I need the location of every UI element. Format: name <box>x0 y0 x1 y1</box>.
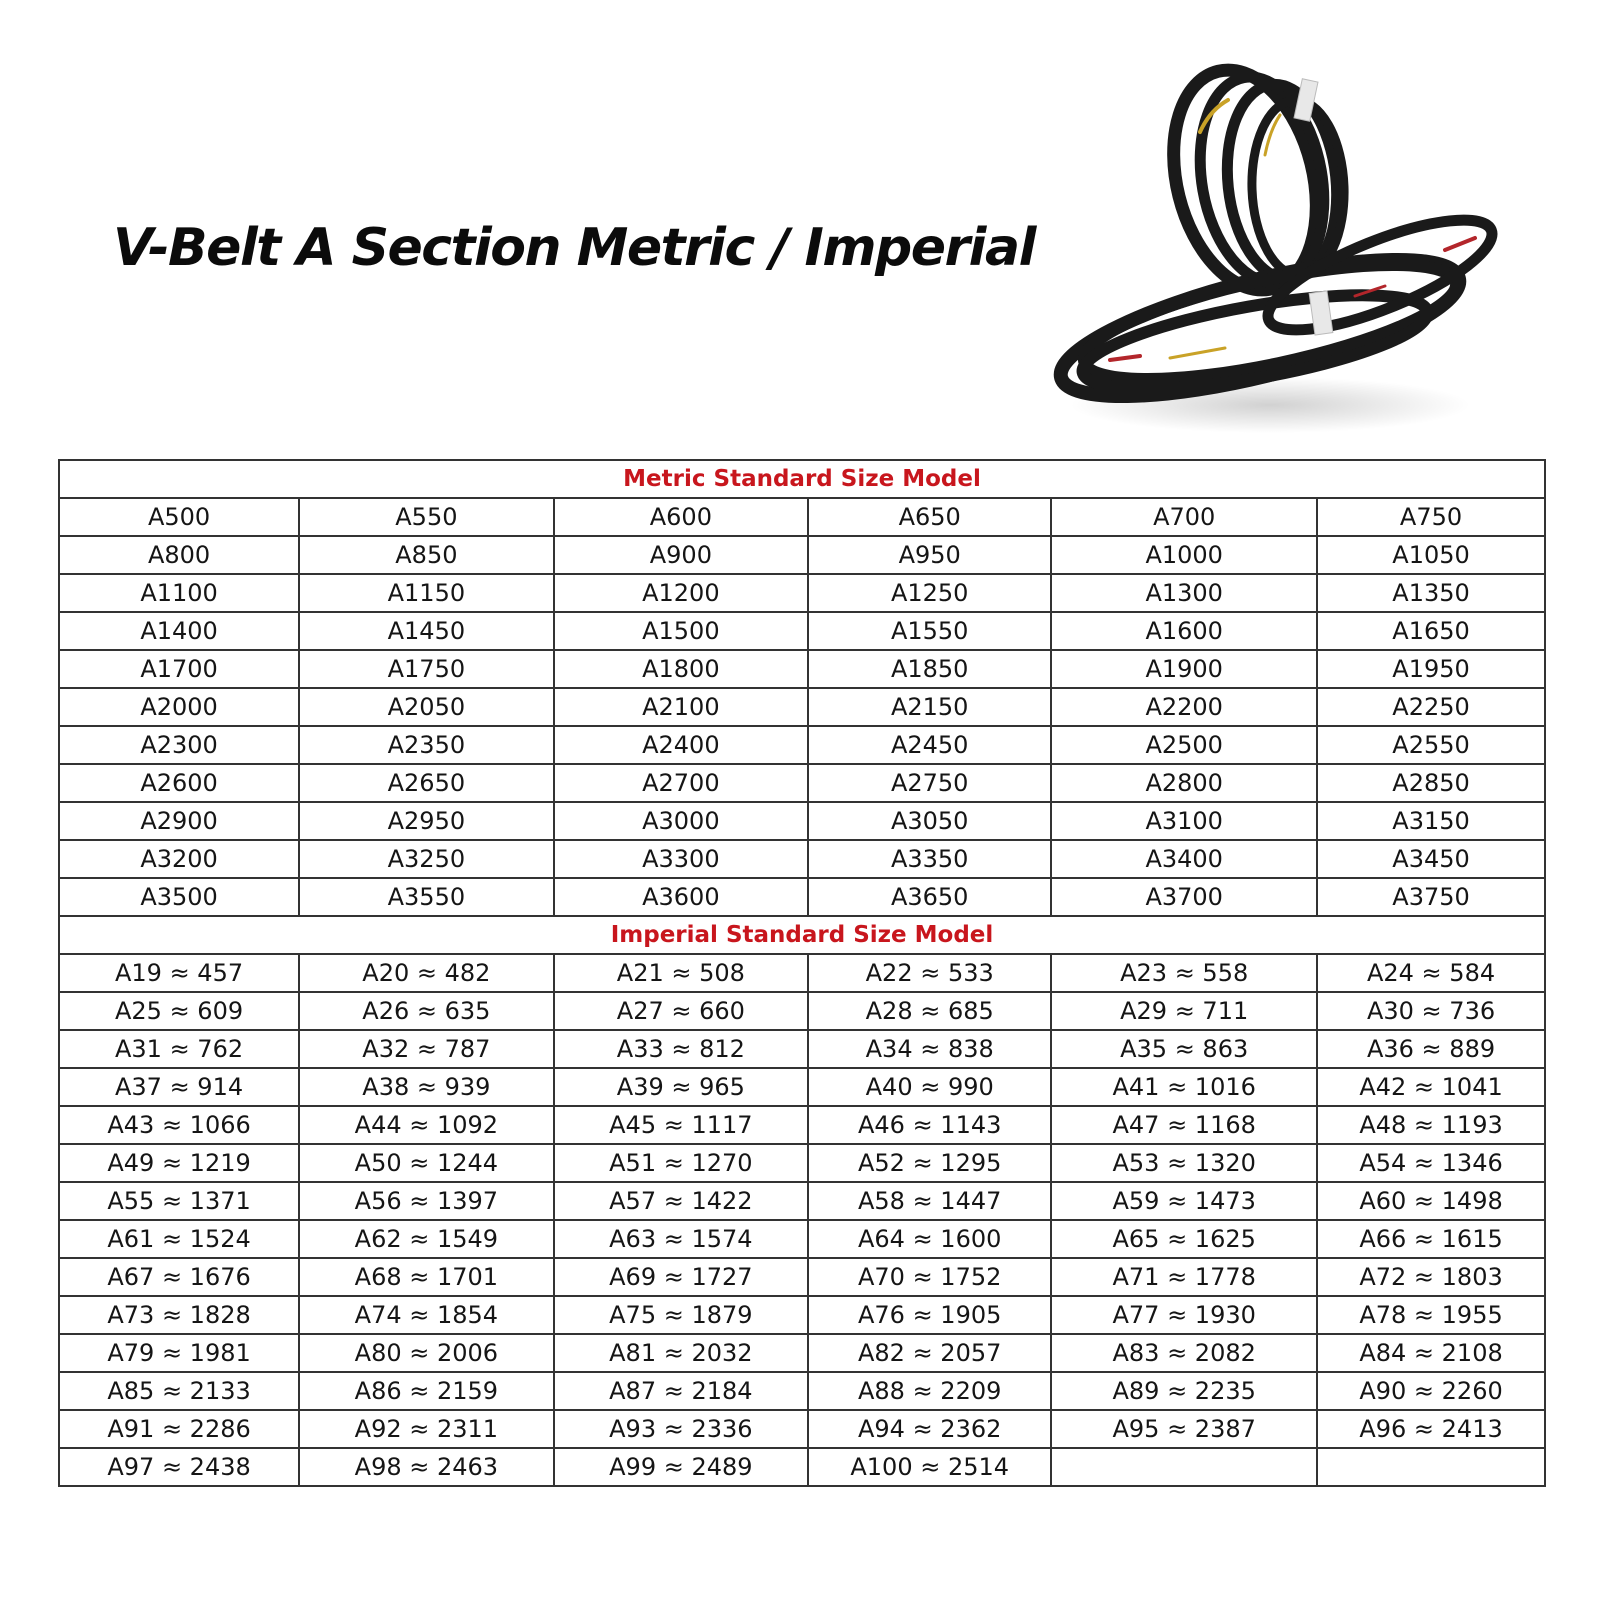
imperial-size-cell: A38 ≈ 939 <box>299 1068 553 1106</box>
metric-size-cell: A1750 <box>299 650 553 688</box>
metric-size-cell: A1450 <box>299 612 553 650</box>
imperial-size-cell: A36 ≈ 889 <box>1317 1030 1545 1068</box>
metric-size-cell: A550 <box>299 498 553 536</box>
imperial-size-cell <box>1051 1448 1317 1486</box>
metric-size-cell: A1600 <box>1051 612 1317 650</box>
imperial-size-cell: A59 ≈ 1473 <box>1051 1182 1317 1220</box>
metric-size-row <box>59 574 1545 612</box>
imperial-size-cell: A77 ≈ 1930 <box>1051 1296 1317 1334</box>
page-title: V-Belt A Section Metric / Imperial <box>113 218 1035 278</box>
metric-size-cell: A3750 <box>1317 878 1545 916</box>
imperial-heading-row <box>59 916 1545 954</box>
imperial-size-row <box>59 1258 1545 1296</box>
metric-size-cell: A1800 <box>554 650 808 688</box>
imperial-size-row <box>59 1448 1545 1486</box>
imperial-size-cell: A98 ≈ 2463 <box>299 1448 553 1486</box>
metric-size-cell: A2400 <box>554 726 808 764</box>
metric-size-cell: A700 <box>1051 498 1317 536</box>
imperial-size-cell: A31 ≈ 762 <box>59 1030 299 1068</box>
imperial-size-cell: A23 ≈ 558 <box>1051 954 1317 992</box>
imperial-size-cell: A52 ≈ 1295 <box>808 1144 1051 1182</box>
imperial-size-cell: A72 ≈ 1803 <box>1317 1258 1545 1296</box>
imperial-size-row <box>59 1220 1545 1258</box>
imperial-size-cell: A60 ≈ 1498 <box>1317 1182 1545 1220</box>
metric-size-cell: A2500 <box>1051 726 1317 764</box>
metric-size-cell: A2750 <box>808 764 1051 802</box>
metric-size-cell: A3400 <box>1051 840 1317 878</box>
metric-size-cell: A3450 <box>1317 840 1545 878</box>
imperial-size-cell: A30 ≈ 736 <box>1317 992 1545 1030</box>
metric-size-row <box>59 802 1545 840</box>
metric-size-row <box>59 764 1545 802</box>
imperial-size-cell: A42 ≈ 1041 <box>1317 1068 1545 1106</box>
imperial-size-row <box>59 1144 1545 1182</box>
imperial-size-cell: A88 ≈ 2209 <box>808 1372 1051 1410</box>
metric-size-cell: A3000 <box>554 802 808 840</box>
imperial-size-cell: A62 ≈ 1549 <box>299 1220 553 1258</box>
imperial-size-cell: A65 ≈ 1625 <box>1051 1220 1317 1258</box>
imperial-size-cell: A91 ≈ 2286 <box>59 1410 299 1448</box>
metric-size-cell: A3250 <box>299 840 553 878</box>
metric-size-cell: A2850 <box>1317 764 1545 802</box>
metric-size-cell: A1400 <box>59 612 299 650</box>
size-table <box>58 459 1546 1487</box>
metric-size-cell: A500 <box>59 498 299 536</box>
metric-size-cell: A2000 <box>59 688 299 726</box>
imperial-size-cell: A78 ≈ 1955 <box>1317 1296 1545 1334</box>
imperial-size-cell: A90 ≈ 2260 <box>1317 1372 1545 1410</box>
v-belt-bundle-icon <box>1050 60 1530 440</box>
metric-size-cell: A1550 <box>808 612 1051 650</box>
imperial-size-cell: A27 ≈ 660 <box>554 992 808 1030</box>
imperial-size-cell: A79 ≈ 1981 <box>59 1334 299 1372</box>
metric-size-cell: A1700 <box>59 650 299 688</box>
metric-size-cell: A3300 <box>554 840 808 878</box>
metric-heading: Metric Standard Size Model <box>59 460 1545 498</box>
metric-size-row <box>59 726 1545 764</box>
metric-size-cell: A3500 <box>59 878 299 916</box>
metric-size-cell: A650 <box>808 498 1051 536</box>
imperial-size-row <box>59 954 1545 992</box>
imperial-size-cell: A48 ≈ 1193 <box>1317 1106 1545 1144</box>
imperial-size-cell: A50 ≈ 1244 <box>299 1144 553 1182</box>
metric-size-cell: A600 <box>554 498 808 536</box>
size-table-body <box>59 460 1545 1486</box>
imperial-size-cell: A76 ≈ 1905 <box>808 1296 1051 1334</box>
metric-size-row <box>59 612 1545 650</box>
imperial-size-cell: A43 ≈ 1066 <box>59 1106 299 1144</box>
imperial-size-cell: A89 ≈ 2235 <box>1051 1372 1317 1410</box>
metric-size-row <box>59 688 1545 726</box>
metric-size-cell: A1950 <box>1317 650 1545 688</box>
metric-size-cell: A2550 <box>1317 726 1545 764</box>
metric-size-cell: A1850 <box>808 650 1051 688</box>
imperial-size-cell: A28 ≈ 685 <box>808 992 1051 1030</box>
imperial-size-cell: A82 ≈ 2057 <box>808 1334 1051 1372</box>
metric-size-cell: A2350 <box>299 726 553 764</box>
metric-size-cell: A1100 <box>59 574 299 612</box>
imperial-size-cell: A95 ≈ 2387 <box>1051 1410 1317 1448</box>
metric-size-row <box>59 878 1545 916</box>
imperial-size-cell: A87 ≈ 2184 <box>554 1372 808 1410</box>
metric-size-cell: A3050 <box>808 802 1051 840</box>
imperial-size-cell: A56 ≈ 1397 <box>299 1182 553 1220</box>
imperial-size-cell: A46 ≈ 1143 <box>808 1106 1051 1144</box>
imperial-size-cell: A93 ≈ 2336 <box>554 1410 808 1448</box>
metric-size-cell: A2450 <box>808 726 1051 764</box>
imperial-size-cell: A53 ≈ 1320 <box>1051 1144 1317 1182</box>
imperial-size-cell: A70 ≈ 1752 <box>808 1258 1051 1296</box>
imperial-size-cell: A54 ≈ 1346 <box>1317 1144 1545 1182</box>
imperial-size-cell: A100 ≈ 2514 <box>808 1448 1051 1486</box>
imperial-size-row <box>59 992 1545 1030</box>
imperial-size-cell: A35 ≈ 863 <box>1051 1030 1317 1068</box>
metric-size-cell: A750 <box>1317 498 1545 536</box>
imperial-size-cell: A19 ≈ 457 <box>59 954 299 992</box>
metric-size-row <box>59 650 1545 688</box>
imperial-size-cell: A25 ≈ 609 <box>59 992 299 1030</box>
metric-size-cell: A1650 <box>1317 612 1545 650</box>
imperial-size-cell: A92 ≈ 2311 <box>299 1410 553 1448</box>
imperial-size-cell: A63 ≈ 1574 <box>554 1220 808 1258</box>
metric-size-cell: A1500 <box>554 612 808 650</box>
metric-size-cell: A3100 <box>1051 802 1317 840</box>
metric-size-cell: A800 <box>59 536 299 574</box>
metric-size-cell: A3550 <box>299 878 553 916</box>
metric-size-cell: A1150 <box>299 574 553 612</box>
imperial-size-row <box>59 1068 1545 1106</box>
imperial-size-cell: A61 ≈ 1524 <box>59 1220 299 1258</box>
imperial-size-cell: A64 ≈ 1600 <box>808 1220 1051 1258</box>
imperial-size-cell: A24 ≈ 584 <box>1317 954 1545 992</box>
imperial-size-cell: A22 ≈ 533 <box>808 954 1051 992</box>
metric-size-cell: A3150 <box>1317 802 1545 840</box>
imperial-heading: Imperial Standard Size Model <box>59 916 1545 954</box>
imperial-size-cell: A71 ≈ 1778 <box>1051 1258 1317 1296</box>
imperial-size-cell: A80 ≈ 2006 <box>299 1334 553 1372</box>
imperial-size-cell: A49 ≈ 1219 <box>59 1144 299 1182</box>
imperial-size-cell: A41 ≈ 1016 <box>1051 1068 1317 1106</box>
imperial-size-cell: A84 ≈ 2108 <box>1317 1334 1545 1372</box>
metric-size-cell: A3350 <box>808 840 1051 878</box>
metric-size-cell: A2950 <box>299 802 553 840</box>
metric-size-cell: A3200 <box>59 840 299 878</box>
imperial-size-cell: A86 ≈ 2159 <box>299 1372 553 1410</box>
imperial-size-cell: A34 ≈ 838 <box>808 1030 1051 1068</box>
imperial-size-cell: A75 ≈ 1879 <box>554 1296 808 1334</box>
metric-size-cell: A2700 <box>554 764 808 802</box>
imperial-size-cell: A96 ≈ 2413 <box>1317 1410 1545 1448</box>
imperial-size-cell <box>1317 1448 1545 1486</box>
metric-size-cell: A2200 <box>1051 688 1317 726</box>
imperial-size-cell: A74 ≈ 1854 <box>299 1296 553 1334</box>
imperial-size-cell: A45 ≈ 1117 <box>554 1106 808 1144</box>
metric-size-cell: A2600 <box>59 764 299 802</box>
metric-size-cell: A950 <box>808 536 1051 574</box>
imperial-size-cell: A40 ≈ 990 <box>808 1068 1051 1106</box>
imperial-size-row <box>59 1296 1545 1334</box>
metric-size-cell: A1000 <box>1051 536 1317 574</box>
imperial-size-cell: A58 ≈ 1447 <box>808 1182 1051 1220</box>
metric-size-cell: A2250 <box>1317 688 1545 726</box>
metric-size-cell: A850 <box>299 536 553 574</box>
metric-size-cell: A2100 <box>554 688 808 726</box>
metric-size-row <box>59 536 1545 574</box>
imperial-size-cell: A37 ≈ 914 <box>59 1068 299 1106</box>
metric-size-cell: A3700 <box>1051 878 1317 916</box>
imperial-size-cell: A97 ≈ 2438 <box>59 1448 299 1486</box>
imperial-size-cell: A69 ≈ 1727 <box>554 1258 808 1296</box>
metric-size-cell: A1900 <box>1051 650 1317 688</box>
metric-size-cell: A1350 <box>1317 574 1545 612</box>
imperial-size-cell: A29 ≈ 711 <box>1051 992 1317 1030</box>
metric-size-row <box>59 498 1545 536</box>
metric-size-cell: A1300 <box>1051 574 1317 612</box>
metric-size-cell: A1250 <box>808 574 1051 612</box>
metric-size-cell: A2150 <box>808 688 1051 726</box>
metric-size-cell: A900 <box>554 536 808 574</box>
metric-size-cell: A2900 <box>59 802 299 840</box>
imperial-size-cell: A85 ≈ 2133 <box>59 1372 299 1410</box>
imperial-size-cell: A33 ≈ 812 <box>554 1030 808 1068</box>
imperial-size-cell: A21 ≈ 508 <box>554 954 808 992</box>
metric-size-cell: A2050 <box>299 688 553 726</box>
imperial-size-row <box>59 1372 1545 1410</box>
metric-size-cell: A2300 <box>59 726 299 764</box>
imperial-size-cell: A26 ≈ 635 <box>299 992 553 1030</box>
imperial-size-cell: A51 ≈ 1270 <box>554 1144 808 1182</box>
imperial-size-row <box>59 1410 1545 1448</box>
imperial-size-cell: A99 ≈ 2489 <box>554 1448 808 1486</box>
imperial-size-cell: A66 ≈ 1615 <box>1317 1220 1545 1258</box>
imperial-size-row <box>59 1106 1545 1144</box>
metric-size-cell: A2800 <box>1051 764 1317 802</box>
imperial-size-cell: A73 ≈ 1828 <box>59 1296 299 1334</box>
imperial-size-cell: A44 ≈ 1092 <box>299 1106 553 1144</box>
imperial-size-cell: A67 ≈ 1676 <box>59 1258 299 1296</box>
metric-heading-row <box>59 460 1545 498</box>
imperial-size-cell: A32 ≈ 787 <box>299 1030 553 1068</box>
metric-size-cell: A1200 <box>554 574 808 612</box>
imperial-size-row <box>59 1182 1545 1220</box>
imperial-size-cell: A81 ≈ 2032 <box>554 1334 808 1372</box>
metric-size-cell: A3600 <box>554 878 808 916</box>
metric-size-row <box>59 840 1545 878</box>
imperial-size-cell: A68 ≈ 1701 <box>299 1258 553 1296</box>
metric-size-cell: A2650 <box>299 764 553 802</box>
imperial-size-row <box>59 1334 1545 1372</box>
imperial-size-cell: A57 ≈ 1422 <box>554 1182 808 1220</box>
imperial-size-cell: A47 ≈ 1168 <box>1051 1106 1317 1144</box>
imperial-size-cell: A55 ≈ 1371 <box>59 1182 299 1220</box>
metric-size-cell: A3650 <box>808 878 1051 916</box>
imperial-size-cell: A94 ≈ 2362 <box>808 1410 1051 1448</box>
imperial-size-cell: A20 ≈ 482 <box>299 954 553 992</box>
imperial-size-cell: A39 ≈ 965 <box>554 1068 808 1106</box>
imperial-size-cell: A83 ≈ 2082 <box>1051 1334 1317 1372</box>
metric-size-cell: A1050 <box>1317 536 1545 574</box>
imperial-size-row <box>59 1030 1545 1068</box>
